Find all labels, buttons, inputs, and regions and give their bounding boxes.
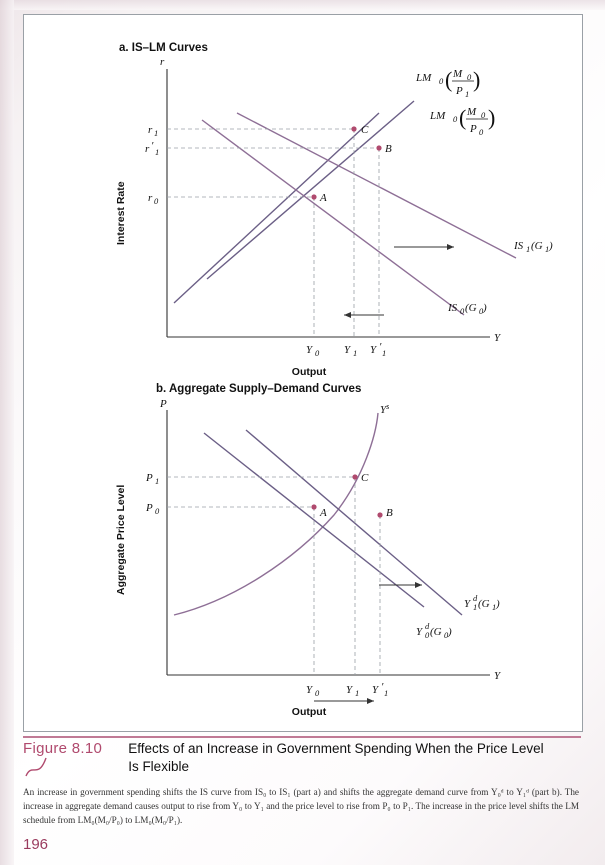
panel-a-point-a-marker bbox=[311, 194, 316, 199]
svg-text:0: 0 bbox=[425, 630, 430, 640]
panel-a-label-lm1 bbox=[415, 67, 480, 99]
svg-text:): ) bbox=[496, 598, 500, 610]
panel-a-x-axis-symbol: Y bbox=[494, 332, 501, 344]
svg-text:r: r bbox=[148, 124, 153, 136]
svg-text:0: 0 bbox=[315, 348, 320, 358]
svg-text:IS: IS bbox=[448, 302, 458, 314]
figure-caption-header bbox=[23, 740, 581, 776]
svg-text:(G: (G bbox=[531, 240, 543, 252]
svg-text:1: 1 bbox=[155, 476, 160, 486]
svg-text:1: 1 bbox=[155, 147, 160, 157]
svg-text:1: 1 bbox=[353, 348, 358, 358]
svg-text:′: ′ bbox=[379, 341, 382, 353]
panel-b-arrow-demand-shift-head bbox=[415, 582, 422, 588]
panel-b-point-c-label: C bbox=[361, 472, 369, 484]
panel-b-ytick-p0 bbox=[145, 502, 160, 516]
svg-text:): ) bbox=[483, 302, 487, 314]
svg-text:Y: Y bbox=[372, 684, 379, 696]
panel-a-arrow-lm-shift-head bbox=[344, 312, 351, 318]
figure-number: Figure 8.10 bbox=[23, 740, 103, 757]
svg-text:(: ( bbox=[459, 105, 467, 130]
svg-text:0: 0 bbox=[453, 114, 458, 124]
svg-text:0: 0 bbox=[315, 688, 320, 698]
svg-text:Y: Y bbox=[416, 626, 423, 638]
panel-b-xtick-y1 bbox=[346, 684, 359, 698]
figure-graphics bbox=[24, 15, 582, 731]
panel-b-xtick-y1prime bbox=[372, 681, 388, 698]
svg-text:0: 0 bbox=[481, 110, 486, 120]
panel-b-arrow-output-shift-head bbox=[367, 698, 374, 704]
panel-a-x-axis-label: Output bbox=[291, 366, 327, 378]
panel-b-title: b. Aggregate Supply–Demand Curves bbox=[156, 383, 362, 395]
panel-a-label-is0 bbox=[447, 302, 487, 316]
svg-text:LM: LM bbox=[416, 72, 432, 84]
svg-text:0: 0 bbox=[154, 196, 159, 206]
svg-text:): ) bbox=[473, 67, 481, 92]
panel-a-point-c-label: C bbox=[361, 124, 369, 136]
svg-text:′: ′ bbox=[151, 140, 154, 152]
panel-a-y-axis-label: Interest Rate bbox=[115, 181, 127, 245]
panel-a-curve-lm1 bbox=[174, 113, 379, 303]
svg-text:): ) bbox=[488, 105, 496, 130]
panel-a-point-c-marker bbox=[351, 126, 356, 131]
svg-text:1: 1 bbox=[492, 602, 497, 612]
panel-b-point-b-marker bbox=[377, 512, 382, 517]
page-edge-left bbox=[0, 0, 14, 865]
caption-divider bbox=[23, 736, 581, 738]
svg-text:0: 0 bbox=[155, 506, 160, 516]
panel-b-point-a-label: A bbox=[320, 507, 327, 519]
page-edge-top bbox=[0, 0, 605, 10]
panel-a-arrow-is-shift-head bbox=[447, 244, 454, 250]
svg-text:P: P bbox=[146, 502, 153, 514]
panel-a-point-b-label: B bbox=[385, 143, 392, 155]
panel-b-xtick-y0 bbox=[306, 684, 320, 698]
svg-text:M: M bbox=[467, 106, 477, 118]
svg-text:d: d bbox=[425, 621, 430, 631]
svg-text:1: 1 bbox=[384, 688, 389, 698]
svg-text:(G: (G bbox=[478, 598, 490, 610]
panel-b-x-axis-symbol: Y bbox=[494, 670, 501, 682]
svg-text:0: 0 bbox=[460, 306, 465, 316]
svg-text:0: 0 bbox=[479, 127, 484, 137]
svg-text:Y: Y bbox=[346, 684, 353, 696]
svg-text:0: 0 bbox=[439, 76, 444, 86]
panel-a-ytick-r0 bbox=[148, 192, 159, 206]
svg-text:): ) bbox=[549, 240, 553, 252]
panel-b-label-yd1 bbox=[464, 593, 500, 612]
panel-a-xtick-y1prime bbox=[370, 341, 386, 358]
svg-text:1: 1 bbox=[465, 89, 470, 99]
svg-text:0: 0 bbox=[467, 72, 472, 82]
svg-text:0: 0 bbox=[479, 306, 484, 316]
panel-a-xtick-y1 bbox=[344, 344, 357, 358]
panel-a-point-a-label: A bbox=[320, 192, 327, 204]
panel-a-point-b-marker bbox=[376, 145, 381, 150]
panel-a-xtick-y0 bbox=[306, 344, 320, 358]
page-number: 196 bbox=[23, 836, 49, 853]
panel-b bbox=[115, 383, 502, 718]
panel-b-ytick-p1 bbox=[145, 472, 159, 486]
svg-text:0: 0 bbox=[444, 630, 449, 640]
svg-text:Y: Y bbox=[306, 344, 313, 356]
svg-text:d: d bbox=[473, 593, 478, 603]
svg-text:IS: IS bbox=[514, 240, 524, 252]
svg-text:1: 1 bbox=[545, 244, 550, 254]
svg-text:P: P bbox=[470, 123, 477, 135]
svg-text:′: ′ bbox=[381, 681, 384, 693]
panel-a-label-lm0 bbox=[429, 105, 495, 137]
panel-a bbox=[115, 42, 553, 378]
svg-text:P: P bbox=[146, 472, 153, 484]
panel-b-curve-ys bbox=[174, 413, 378, 615]
svg-text:1: 1 bbox=[473, 602, 478, 612]
svg-text:(: ( bbox=[445, 67, 453, 92]
svg-text:(G: (G bbox=[465, 302, 477, 314]
panel-b-point-a-marker bbox=[311, 504, 316, 509]
panel-a-ytick-r1prime bbox=[145, 140, 159, 157]
svg-text:1: 1 bbox=[355, 688, 360, 698]
panel-b-y-axis-symbol: P bbox=[160, 398, 167, 410]
svg-text:P: P bbox=[456, 85, 463, 97]
panel-a-curve-is0 bbox=[202, 120, 464, 315]
figure-frame bbox=[23, 14, 583, 732]
svg-text:1: 1 bbox=[154, 128, 159, 138]
panel-b-point-c-marker bbox=[352, 474, 357, 479]
svg-text:Y: Y bbox=[370, 344, 377, 356]
svg-text:1: 1 bbox=[382, 348, 387, 358]
figure-caption-body: An increase in government spending shifts the IS curve from IS₀ to IS₁ (part a) and shifts the aggregate demand curve from Y₀ᵈ to Y₁ᵈ (part b). The increase in aggregate demand causes output to rise from Y₀ to Y₁ and the price level to rise from P₀ to P₁. The increase in the price level shifts the LM schedule from LM₀(M₀/P₀) to LM₀(M₀/P₁). bbox=[23, 787, 579, 825]
panel-b-curve-yd1 bbox=[246, 430, 462, 615]
panel-b-label-ys: $Y^s$ bbox=[380, 402, 390, 416]
panel-a-label-is1 bbox=[513, 240, 553, 254]
panel-b-label-yd0 bbox=[416, 621, 452, 640]
svg-text:Y: Y bbox=[306, 684, 313, 696]
svg-text:r: r bbox=[148, 192, 153, 204]
svg-text:M: M bbox=[453, 68, 463, 80]
panel-a-y-axis-symbol: r bbox=[160, 56, 165, 68]
svg-text:LM: LM bbox=[430, 110, 446, 122]
panel-a-ytick-r1 bbox=[148, 124, 158, 138]
panel-a-title: a. IS–LM Curves bbox=[119, 42, 208, 54]
svg-text:Y: Y bbox=[464, 598, 471, 610]
panel-b-y-axis-label: Aggregate Price Level bbox=[115, 484, 127, 595]
svg-text:Y: Y bbox=[344, 344, 351, 356]
figure-title: Effects of an Increase in Government Spending When the Price Level Is Flexible bbox=[128, 741, 544, 775]
panel-b-point-b-label: B bbox=[386, 507, 393, 519]
svg-text:(G: (G bbox=[430, 626, 442, 638]
svg-text:): ) bbox=[448, 626, 452, 638]
svg-text:1: 1 bbox=[526, 244, 531, 254]
svg-text:r: r bbox=[145, 143, 150, 155]
panel-b-x-axis-label: Output bbox=[291, 706, 327, 718]
panel-a-curve-lm0 bbox=[207, 101, 414, 279]
